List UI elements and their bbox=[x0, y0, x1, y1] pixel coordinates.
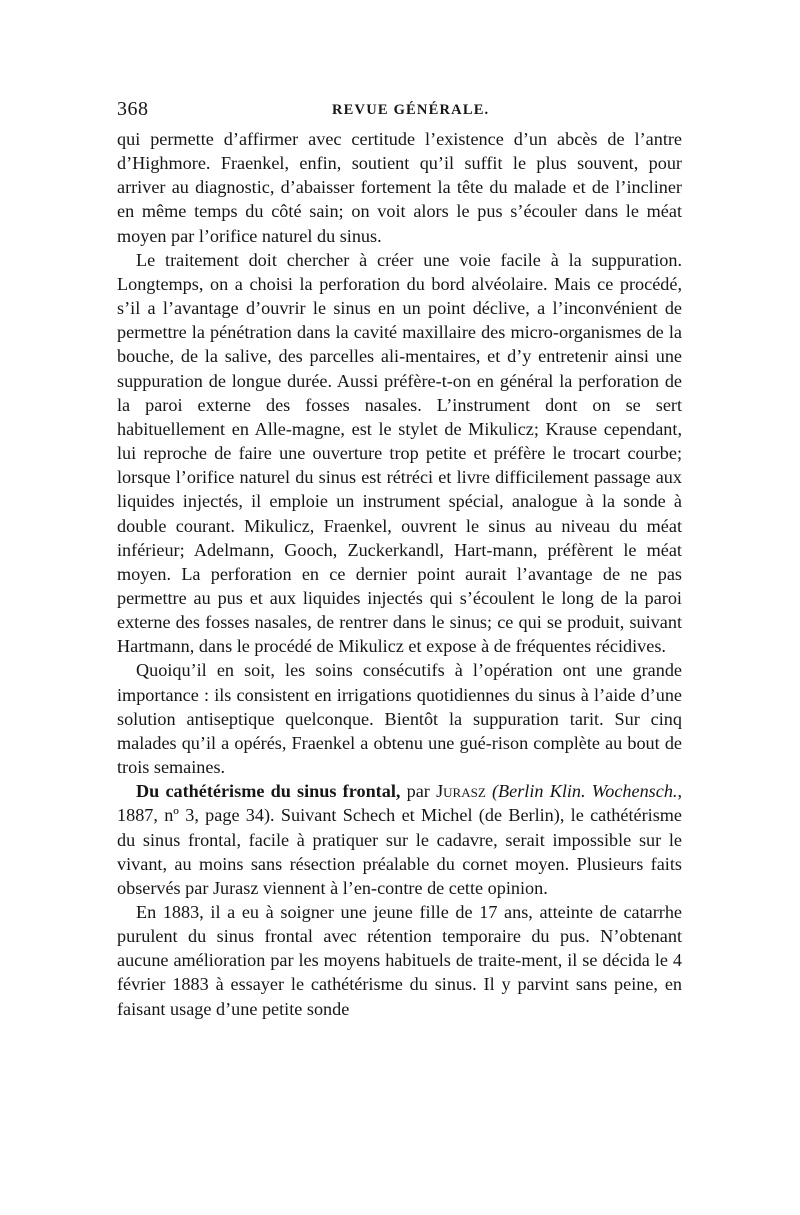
paragraph-frontal-sinus-text: , 1887, nº 3, page 34). Suivant Schech et Michel (de Berlin), le cathétérisme du sinus frontal, facile à pratiquer sur le cadavre, serait impossible sur le vivant, au moins sans résection préalable du cornet moyen. Plusieurs faits observés par Jurasz viennent à l’en-contre de cette opinion. bbox=[117, 781, 683, 898]
running-header bbox=[117, 98, 679, 124]
article-body bbox=[117, 127, 682, 1021]
paragraph-frontal-sinus bbox=[117, 779, 682, 900]
author-prefix: par bbox=[406, 781, 430, 802]
paragraph-aftercare: Quoiqu’il en soit, les soins consécutifs à l’opération ont une grande importance : ils consistent en irrigations quotidiennes du sinus à l’aide d’une solution antiseptique quelconque. Bientôt la suppuration tarit. Sur cinq malades qu’il a opérés, Fraenkel a obtenu une gué-rison complète au bout de trois semaines. bbox=[117, 660, 682, 778]
paragraph-diagnosis: qui permette d’affirmer avec certitude l’existence d’un abcès de l’antre d’Highmore. Fraenkel, enfin, soutient qu’il suffit le plus souvent, pour arriver au diagnostic, d’abaisser fortement la tête du malade et de l’incliner en même temps du côté sain; on voit alors le pus s’écouler dans le méat moyen par l’orifice naturel du sinus. bbox=[117, 129, 682, 246]
section-heading: Du cathétérisme du sinus frontal, bbox=[136, 781, 401, 802]
paragraph-treatment: Le traitement doit chercher à créer une voie facile à la suppuration. Longtemps, on a choisi la perforation du bord alvéolaire. Mais ce procédé, s’il a l’avantage d’ouvrir le sinus en un point déclive, a l’inconvénient de permettre la pénétration dans la cavité maxillaire des micro-organismes de la bouche, de la salive, des parcelles ali-mentaires, et d’y entretenir ainsi une suppuration de longue durée. Aussi préfère-t-on en général la perforation de la paroi externe des fosses nasales. L’instrument dont on se sert habituellement en Alle-magne, est le stylet de Mikulicz; Krause cependant, lui reproche de faire une ouverture trop petite et préfère le trocart courbe; lorsque l’orifice naturel du sinus est rétréci et livre difficilement passage aux liquides injectés, il emploie un instrument spécial, analogue à la sonde à double courant. Mikulicz, Fraenkel, ouvrent le sinus au niveau du méat inférieur; Adelmann, Gooch, Zuckerkandl, Hart-mann, préfèrent le méat moyen. La perforation en ce dernier point aurait l’avantage de ne pas permettre au pus et aux liquides injectés qui s’écoulent le long de la paroi externe des fosses nasales, de rentrer dans le sinus; ce qui se produit, suivant Hartmann, dans le procédé de Mikulicz et expose à de fréquentes récidives. bbox=[117, 249, 682, 657]
page-number: 368 bbox=[117, 98, 149, 120]
running-title: REVUE GÉNÉRALE. bbox=[332, 102, 490, 118]
journal-reference: (Berlin Klin. Wochensch. bbox=[491, 781, 678, 802]
paragraph-case-1883: En 1883, il a eu à soigner une jeune fille de 17 ans, atteinte de catarrhe purulent du sinus frontal avec rétention temporaire du pus. N’obtenant aucune amélioration par les moyens habituels de traite-ment, il se décida le 4 février 1883 à essayer le cathétérisme du sinus. Il y parvint sans peine, en faisant usage d’une petite sonde bbox=[117, 902, 682, 1019]
author-name: Jurasz bbox=[436, 781, 486, 802]
